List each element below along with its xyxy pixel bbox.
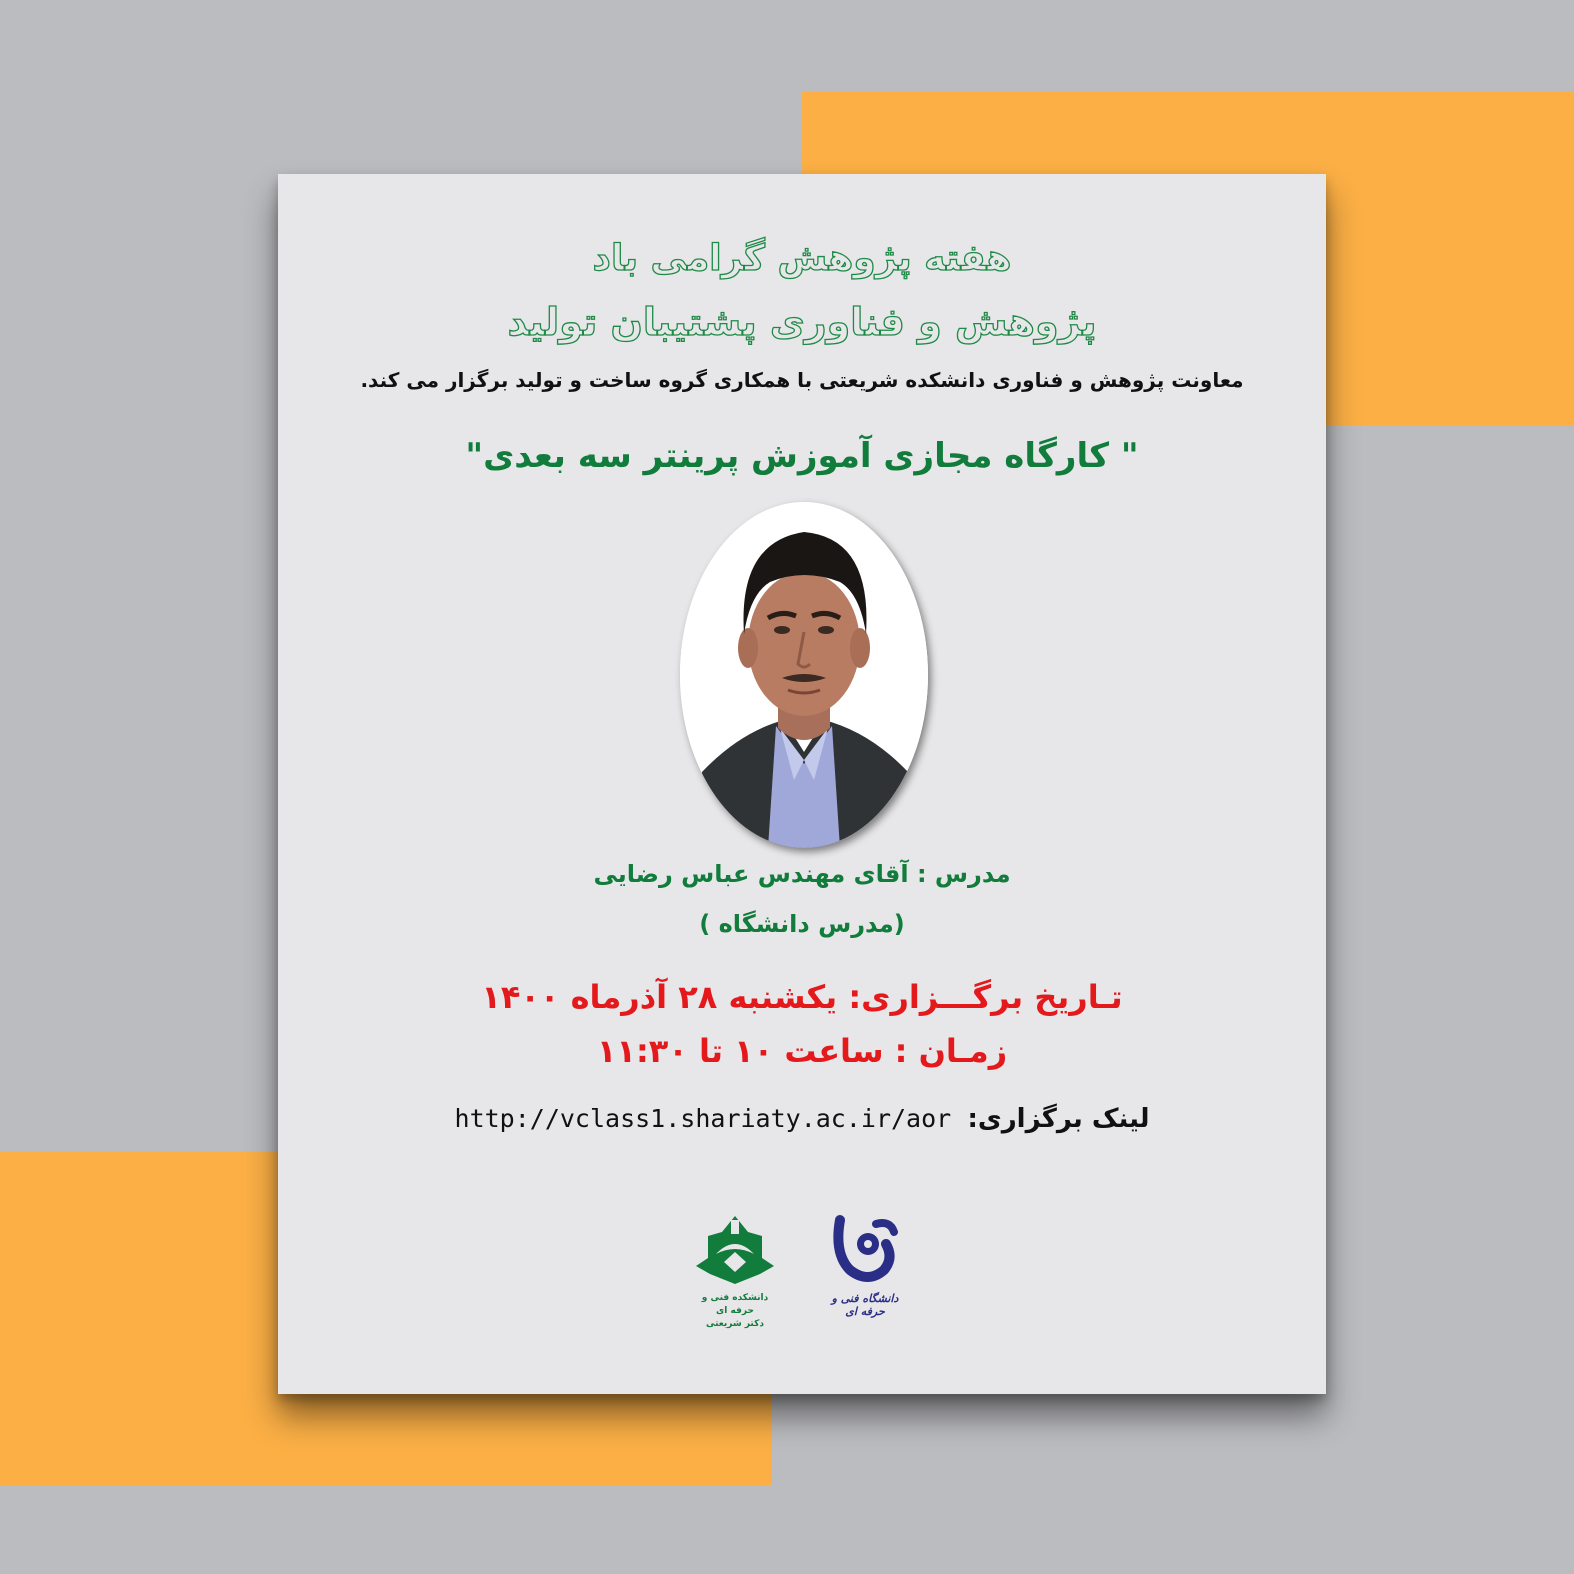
tvu-caption: دانشگاه فنی و حرفه ای [831,1292,899,1318]
organizer-text: معاونت پژوهش و فناوری دانشکده شریعتی با همکاری گروه ساخت و تولید برگزار می کند. [360,368,1244,392]
event-link[interactable]: http://vclass1.shariaty.ac.ir/aor [454,1104,952,1133]
portrait-photo-icon [680,502,928,848]
tvu-logo [820,1214,910,1318]
tvu-emblem-icon [820,1214,910,1292]
speaker-portrait [680,502,928,848]
slogan-line-1: هفته پژوهش گرامی باد [592,238,1012,279]
shariaty-college-logo [690,1214,780,1331]
speaker-name: مدرس : آقای مهندس عباس رضایی [593,860,1011,888]
event-date: تـاریخ برگـــزاری: یکشنبه ۲۸ آذرماه ۱۴۰۰ [481,978,1123,1016]
workshop-title: " کارگاه مجازی آموزش پرینتر سه بعدی" [465,436,1139,476]
event-time: زمـان : ساعت ۱۰ تا ۱۱:۳۰ [596,1032,1008,1070]
poster-card [278,174,1326,1394]
speaker-role: (مدرس دانشگاه ) [699,910,905,938]
slogan-line-2: پژوهش و فناوری پشتیبان تولید [507,300,1097,344]
shariaty-caption-1: دانشکده فنی و حرفه ای [701,1293,769,1316]
link-label: لینک برگزاری: [967,1104,1150,1134]
shariaty-caption-2: دکتر شریعتی [706,1319,764,1329]
shariaty-emblem-icon [690,1214,780,1292]
event-link-row [278,1104,1326,1134]
